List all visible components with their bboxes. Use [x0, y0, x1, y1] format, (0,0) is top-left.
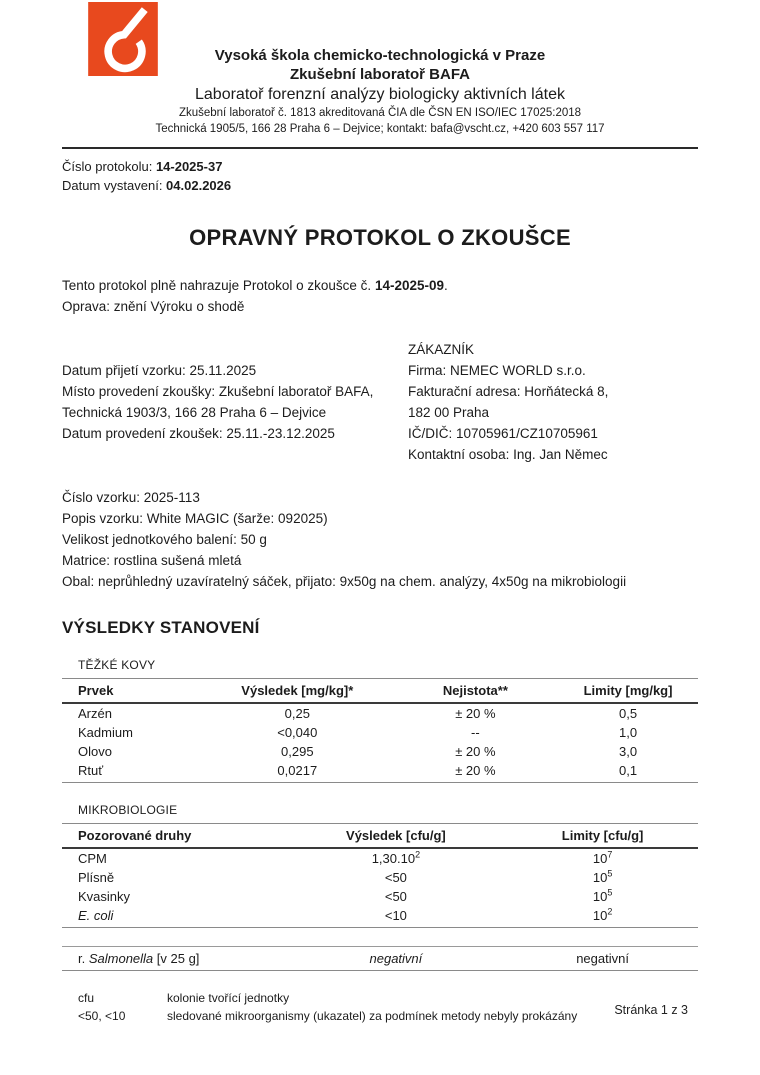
customer-address-line1: Fakturační adresa: Horňátecká 8,	[408, 384, 609, 399]
species-limit: $10^5$	[592, 868, 613, 885]
species-name: CPM	[78, 851, 107, 866]
customer-block	[408, 339, 698, 465]
issue-date-label: Datum vystavení:	[62, 178, 167, 193]
institution-name: Vysoká škola chemicko-technologická v Praze	[214, 47, 546, 64]
microbiology-label: MIKROBIOLOGIE	[78, 803, 178, 817]
species-result: <50	[384, 870, 407, 885]
species-result: <10	[285, 906, 508, 928]
contact-line: Technická 1905/5, 166 28 Praha 6 – Dejvice; kontakt: bafa@vscht.cz, +420 603 557 117	[155, 123, 605, 135]
heavy-metals-table	[62, 678, 698, 783]
salmonella-limit: negativní	[507, 947, 698, 971]
col-uncertainty: Nejistota**	[393, 679, 558, 704]
species-limit: $10^5$	[592, 887, 613, 904]
sample-received-date: Datum přijetí vzorku: 25.11.2025	[62, 363, 257, 378]
metal-limit: 1,0	[618, 725, 638, 740]
metal-result: 0,25	[284, 706, 310, 721]
footnote-desc: sledované mikroorganismy (ukazatel) za podmínek metody nebyly prokázány	[167, 1009, 578, 1023]
customer-company: Firma: NEMEC WORLD s.r.o.	[408, 363, 586, 378]
salmonella-name: r. Salmonella [v 25 g]	[62, 947, 285, 971]
test-location-line1: Místo provedení zkoušky: Zkušební laboratoř BAFA,	[62, 384, 374, 399]
accreditation-line: Zkušební laboratoř č. 1813 akreditovaná ČIA dle ČSN EN ISO/IEC 17025:2018	[178, 107, 582, 119]
test-dates: Datum provedení zkoušek: 25.11.-23.12.2025	[62, 426, 335, 441]
replacement-line: Tento protokol plně nahrazuje Protokol o zkoušce č. 14-2025-09.	[62, 278, 448, 293]
footnote-row	[62, 989, 698, 1007]
protocol-number-label: Číslo protokolu:	[62, 159, 156, 174]
col-result: Výsledek [cfu/g]	[285, 824, 508, 849]
replaced-protocol-number: 14-2025-09	[374, 278, 444, 293]
species-name: E. coli	[62, 906, 285, 928]
metal-name: Olovo	[78, 744, 112, 759]
metal-uncertainty: --	[471, 725, 480, 740]
metal-name: Arzén	[78, 706, 112, 721]
table-header-row	[62, 824, 698, 849]
species-name: Plísně	[78, 870, 115, 885]
metal-uncertainty: ± 20 %	[393, 761, 558, 783]
species-limit: $10^2$	[507, 906, 698, 928]
table-row	[62, 723, 698, 742]
metal-limit: 0,5	[618, 706, 638, 721]
footnote-desc: kolonie tvořící jednotky	[167, 991, 290, 1005]
sample-unit-size: Velikost jednotkového balení: 50 g	[62, 532, 267, 547]
table-row	[62, 868, 698, 887]
metal-limit: 3,0	[618, 744, 638, 759]
table-row	[62, 906, 698, 928]
protocol-number-line	[62, 157, 698, 176]
sample-info-block	[62, 487, 698, 592]
footnote-row	[62, 1007, 698, 1025]
col-species: Pozorované druhy	[62, 824, 285, 849]
correction-line: Oprava: znění Výroku o shodě	[62, 299, 245, 314]
sample-number: Číslo vzorku: 2025-113	[62, 490, 200, 505]
test-location-line2: Technická 1903/3, 166 28 Praha 6 – Dejvice	[62, 405, 327, 420]
table-row	[62, 887, 698, 906]
table-row	[62, 742, 698, 761]
sample-description: Popis vzorku: White MAGIC (šarže: 092025)	[62, 511, 328, 526]
heavy-metals-label: TĚŽKÉ KOVY	[78, 658, 156, 672]
microbiology-table	[62, 823, 698, 928]
customer-contact: Kontaktní osoba: Ing. Jan Němec	[408, 447, 608, 462]
customer-ico-dic: IČ/DIČ: 10705961/CZ10705961	[408, 426, 598, 441]
footnote-term: <50, <10	[78, 1009, 126, 1023]
metal-result: <0,040	[277, 725, 318, 740]
protocol-number-value: 14-2025-37	[155, 159, 223, 174]
metal-result: 0,0217	[202, 761, 393, 783]
header-divider	[62, 147, 698, 149]
salmonella-table	[62, 946, 698, 971]
metal-uncertainty: ± 20 %	[455, 706, 496, 721]
metal-name: Kadmium	[78, 725, 133, 740]
metal-result: 0,295	[281, 744, 314, 759]
table-header-row	[62, 679, 698, 704]
footnotes	[62, 989, 698, 1025]
sample-matrix: Matrice: rostlina sušená mletá	[62, 553, 242, 568]
col-result: Výsledek [mg/kg]*	[202, 679, 393, 704]
table-row	[62, 848, 698, 868]
lab-name: Zkušební laboratoř BAFA	[289, 66, 471, 83]
lab-fullname: Laboratoř forenzní analýzy biologicky aktivních látek	[195, 86, 565, 103]
col-limit: Limity [mg/kg]	[558, 679, 698, 704]
col-element: Prvek	[62, 679, 202, 704]
letterhead	[62, 0, 698, 137]
info-columns	[62, 339, 698, 465]
metal-name: Rtuť	[62, 761, 202, 783]
test-info-block	[62, 339, 408, 465]
metal-limit: 0,1	[558, 761, 698, 783]
issue-date-value: 04.02.2026	[166, 178, 232, 193]
table-row	[62, 703, 698, 723]
page-number: Stránka 1 z 3	[614, 1003, 688, 1017]
footnote-term: cfu	[78, 991, 95, 1005]
col-limit: Limity [cfu/g]	[507, 824, 698, 849]
results-heading: VÝSLEDKY STANOVENÍ	[62, 618, 260, 637]
protocol-meta	[62, 157, 698, 195]
table-row	[62, 947, 698, 971]
species-name: Kvasinky	[78, 889, 131, 904]
species-result: 1,30.10$^2$	[371, 849, 421, 866]
metal-uncertainty: ± 20 %	[455, 744, 496, 759]
species-limit: $10^7$	[592, 849, 613, 866]
customer-heading: ZÁKAZNÍK	[408, 342, 475, 357]
vscht-flask-logo-icon	[88, 2, 158, 76]
customer-address-line2: 182 00 Praha	[408, 405, 490, 420]
issue-date-line	[62, 176, 698, 195]
page-title: OPRAVNÝ PROTOKOL O ZKOUŠCE	[189, 225, 571, 250]
replacement-note	[62, 275, 698, 317]
salmonella-result: negativní	[285, 947, 508, 971]
sample-packaging: Obal: neprůhledný uzavíratelný sáček, přijato: 9x50g na chem. analýzy, 4x50g na mikrobiologii	[62, 574, 627, 589]
species-result: <50	[384, 889, 407, 904]
table-row	[62, 761, 698, 783]
